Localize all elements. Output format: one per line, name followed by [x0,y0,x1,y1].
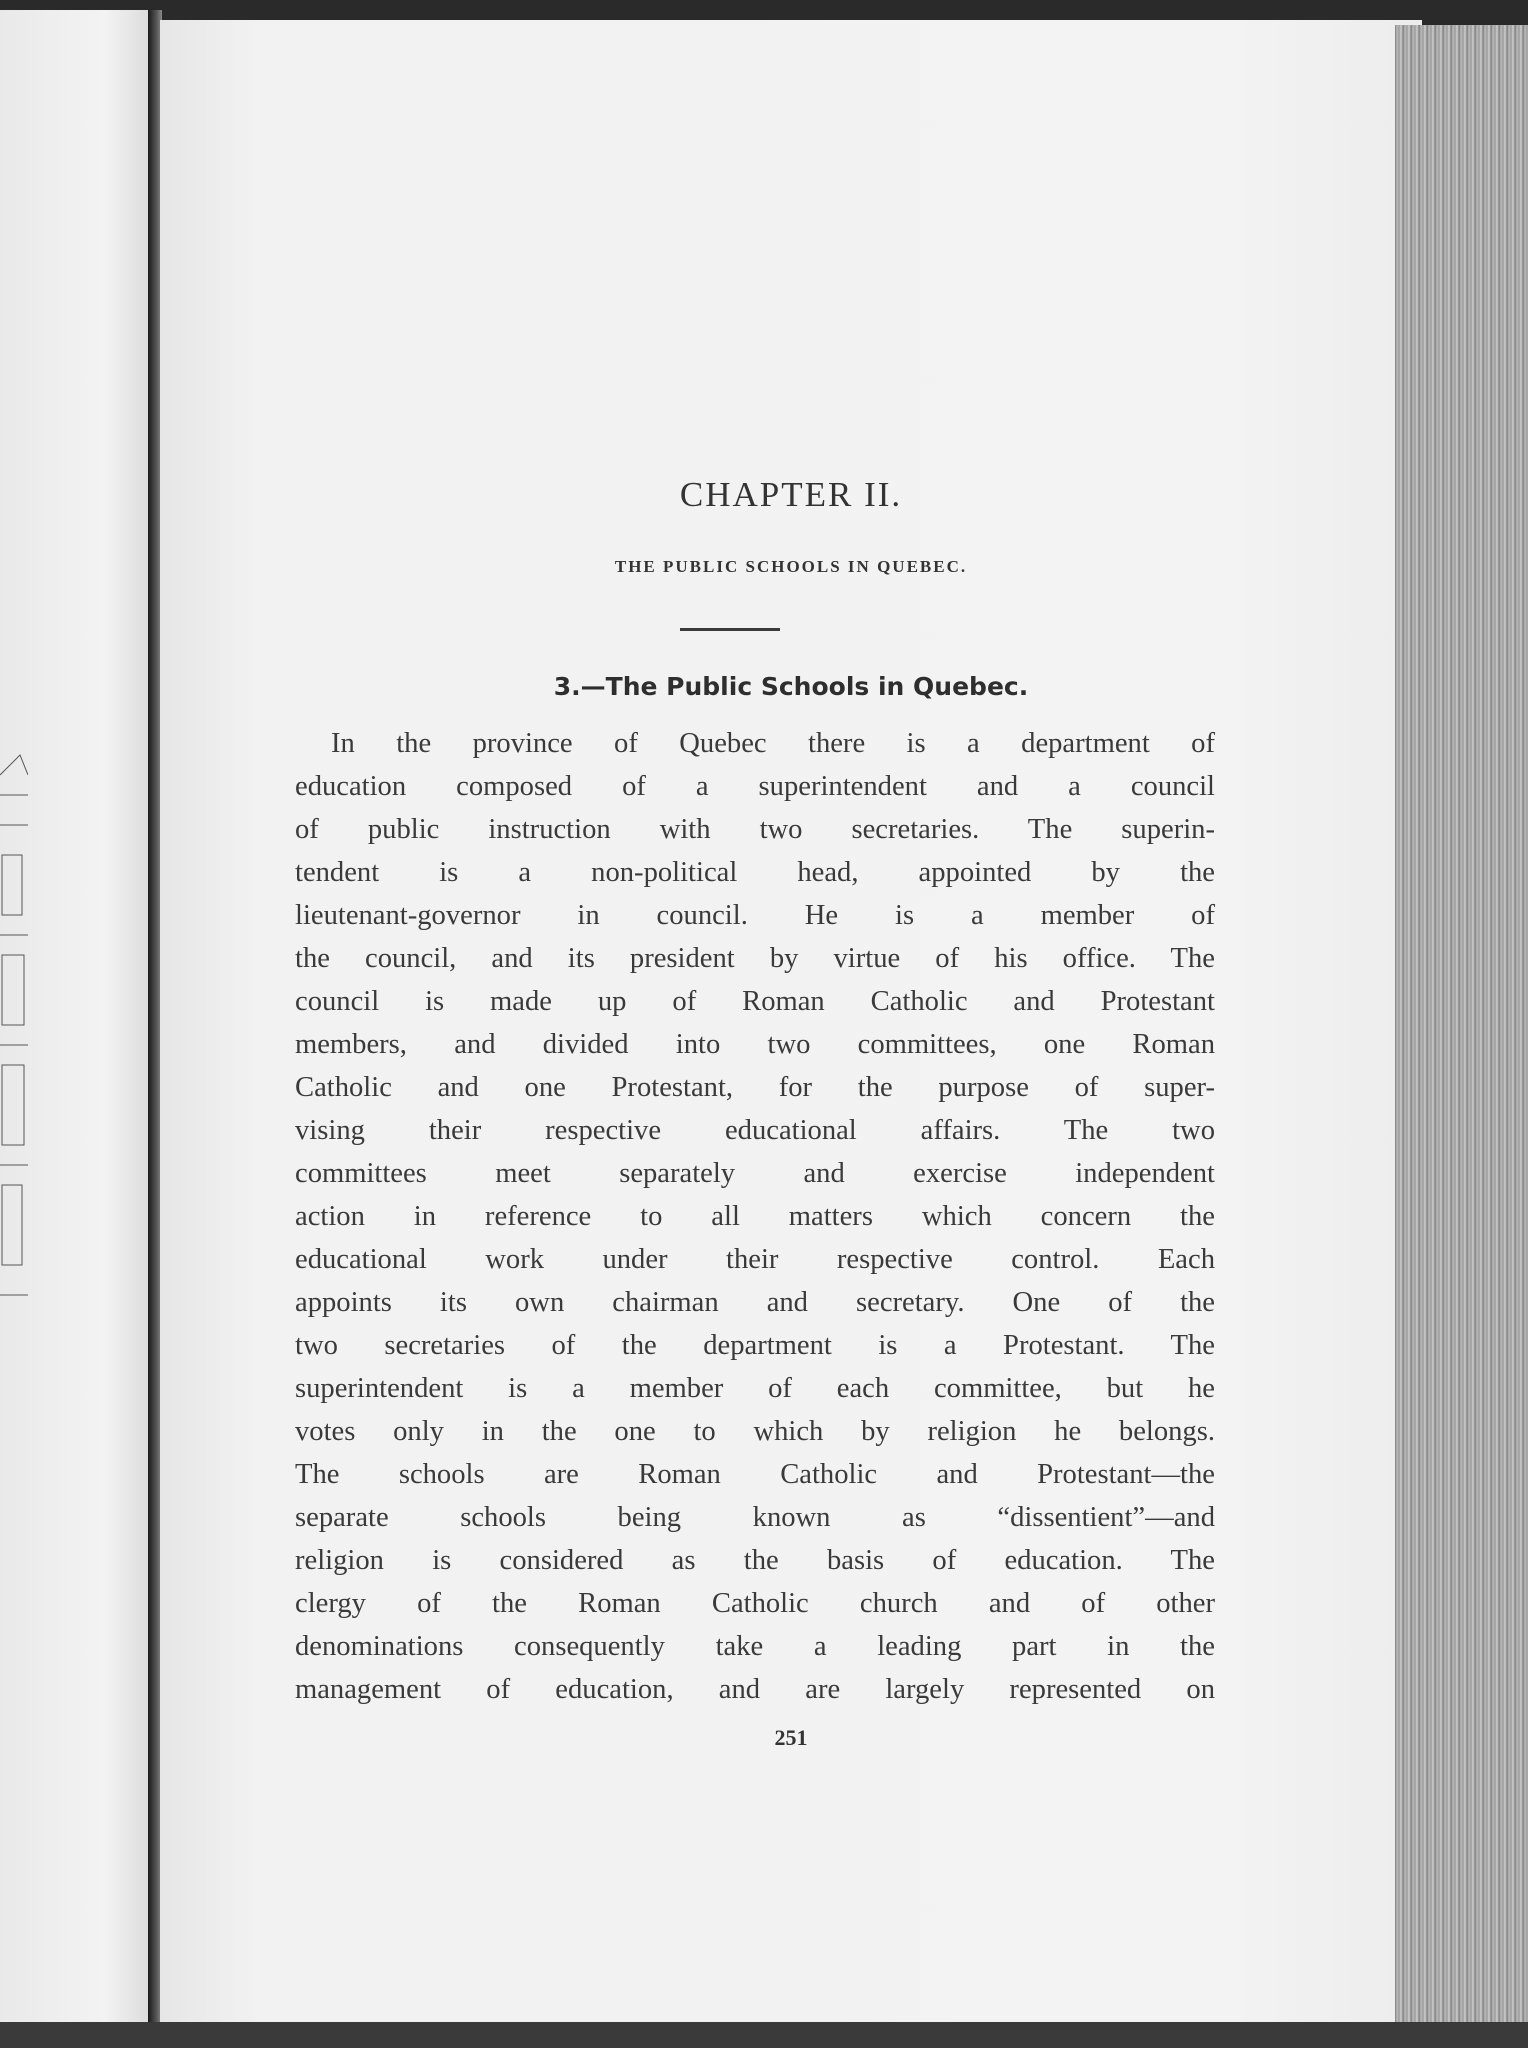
text-line: In the province of Quebec there is a department of [331,728,1215,759]
body-paragraph [295,722,1215,1711]
text-line: two secretaries of the department is a Protestant. The [295,1330,1215,1361]
text-line: education composed of a superintendent and a council [295,771,1215,802]
text-line: denominations consequently take a leading part in the [295,1631,1215,1662]
book-page [160,20,1422,2025]
text-line: the council, and its president by virtue of his office. The [295,943,1215,974]
text-line: The schools are Roman Catholic and Protestant—the [295,1459,1215,1490]
text-line: separate schools being known as “dissentient”—and [295,1502,1215,1533]
text-line: religion is considered as the basis of education. The [295,1545,1215,1576]
text-line: management of education, and are largely represented on [295,1674,1215,1705]
bottom-edge [0,2022,1528,2048]
building-illustration [0,735,28,1315]
text-line: committees meet separately and exercise independent [295,1158,1215,1189]
text-line: lieutenant-governor in council. He is a member of [295,900,1215,931]
facing-page [0,10,150,2035]
text-line: appoints its own chairman and secretary. One of the [295,1287,1215,1318]
text-line: action in reference to all matters which concern the [295,1201,1215,1232]
divider-rule [680,628,780,631]
text-line: vising their respective educational affairs. The two [295,1115,1215,1146]
section-heading: 3.—The Public Schools in Quebec. [553,672,1029,701]
text-line: of public instruction with two secretaries. The superin- [295,814,1215,845]
page-number: 251 [774,1725,808,1750]
text-line: educational work under their respective control. Each [295,1244,1215,1275]
chapter-subtitle: THE PUBLIC SCHOOLS IN QUEBEC. [614,557,968,576]
text-line: tendent is a non-political head, appointed by the [295,857,1215,888]
text-line: members, and divided into two committees, one Roman [295,1029,1215,1060]
text-line: Catholic and one Protestant, for the purpose of super- [295,1072,1215,1103]
text-line: superintendent is a member of each committee, but he [295,1373,1215,1404]
text-line: votes only in the one to which by religion he belongs. [295,1416,1215,1447]
text-line: council is made up of Roman Catholic and Protestant [295,986,1215,1017]
page-edges [1395,25,1528,2025]
text-line: clergy of the Roman Catholic church and of other [295,1588,1215,1619]
chapter-title: CHAPTER II. [679,475,903,514]
